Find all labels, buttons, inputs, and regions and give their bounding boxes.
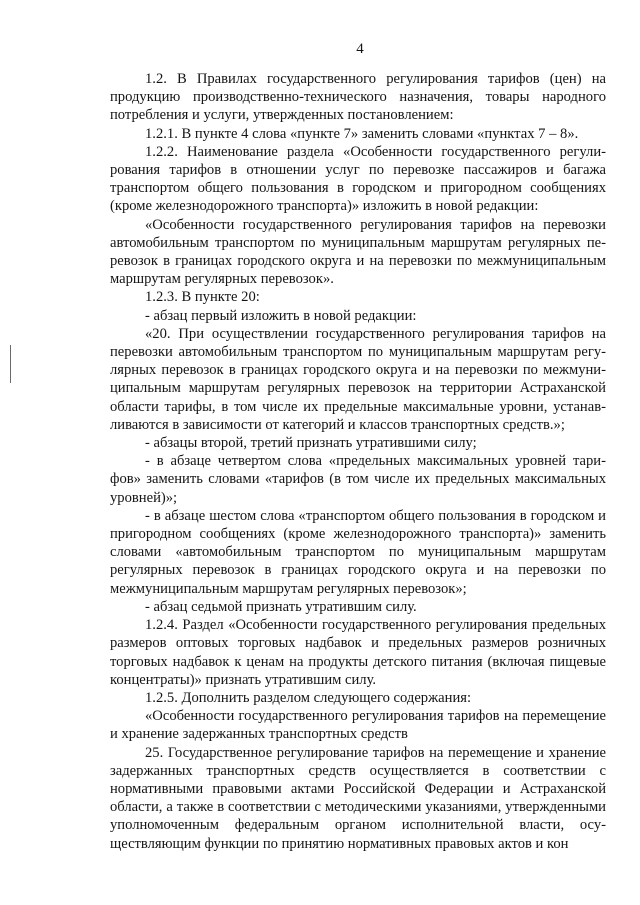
paragraph-item-second-third: - абзацы второй, третий признать утратившими силу;	[145, 435, 477, 452]
page-number: 4	[356, 41, 364, 57]
paragraph-item-sixth: - в абзаце шестом слова «транспортом общего пользования в городском и пригородном сообщениях (кроме железнодорожного транспорта)» заменить словами «автомобильным транспортом по муниципальным маршрутам регулярных перевозок в границах городского округа и на перевозки по межмуниципальным маршрутам регулярных перевозок»;	[110, 507, 606, 597]
paragraph-new-section-title: «Особенности государственного регулирования тарифов на перевозки автомобильным транспортом по муниципальным маршрутам регулярных перевозок в границах городского округа и на перевозки по межмуниципальным маршрутам регулярных перевозок».	[110, 216, 606, 288]
paragraph-1-2-4: 1.2.4. Раздел «Особенности государственного регулирования предельных размеров оптовых торговых надбавок и предельных размеров розничных торговых надбавок к ценам на продукты детского питания (включая пищевые концентраты)» признать утратившим силу.	[110, 617, 606, 688]
paragraph-1-2-2: 1.2.2. Наименование раздела «Особенности государственного регулирования тарифов в отношении услуг по перевозке пассажиров и багажа транспортом общего пользования в городском и пригородном сообщениях (кроме железнодорожного транспорта)» изложить в новой редакции:	[110, 143, 606, 215]
paragraph-item-seventh: - абзац седьмой признать утратившим силу.	[145, 598, 417, 615]
paragraph-point-25: 25. Государственное регулирование тарифов на перемещение и хранение задержанных транспортных средств осуществляется в соответствии с нормативными правовыми актами Российской Федерации и Астраханской области, а также в соответствии с методическими указаниями, утвержденными уполномоченным федеральным органом исполнительной власти, осуществляющим функции по принятию нормативных правовых актов и кон	[110, 744, 606, 852]
paragraph-1-2: 1.2. В Правилах государственного регулирования тарифов (цен) на продукцию производственно-технического назначения, товары народного потребления и услуги, утвержденных постановлением:	[110, 71, 606, 124]
paragraph-1-2-1: 1.2.1. В пункте 4 слова «пункте 7» заменить словами «пунктах 7 – 8».	[145, 125, 579, 142]
document-body	[110, 70, 606, 853]
paragraph-1-2-5: 1.2.5. Дополнить разделом следующего содержания:	[145, 689, 472, 706]
paragraph-new-section-heading: «Особенности государственного регулирования тарифов на перемещение и хранение задержанных транспортных средств	[110, 708, 606, 743]
paragraph-item-first: - абзац первый изложить в новой редакции:	[145, 307, 417, 324]
paragraph-item-fourth: - в абзаце четвертом слова «предельных максимальных уровней тарифов» заменить словами «тарифов (в том числе их предельных максимальных уровней)»;	[110, 453, 606, 506]
margin-scan-mark	[10, 345, 11, 383]
paragraph-1-2-3: 1.2.3. В пункте 20:	[145, 289, 260, 306]
paragraph-point-20: «20. При осуществлении государственного регулирования тарифов на перевозки автомобильным транспортом по муниципальным маршрутам регулярных перевозок в границах городского округа и на перевозки по межмуниципальным маршрутам регулярных перевозок на территории Астраханской области тарифы, в том числе их предельные максимальные уровни, устанавливаются в зависимости от категорий и классов транспортных средств.»;	[110, 325, 606, 433]
